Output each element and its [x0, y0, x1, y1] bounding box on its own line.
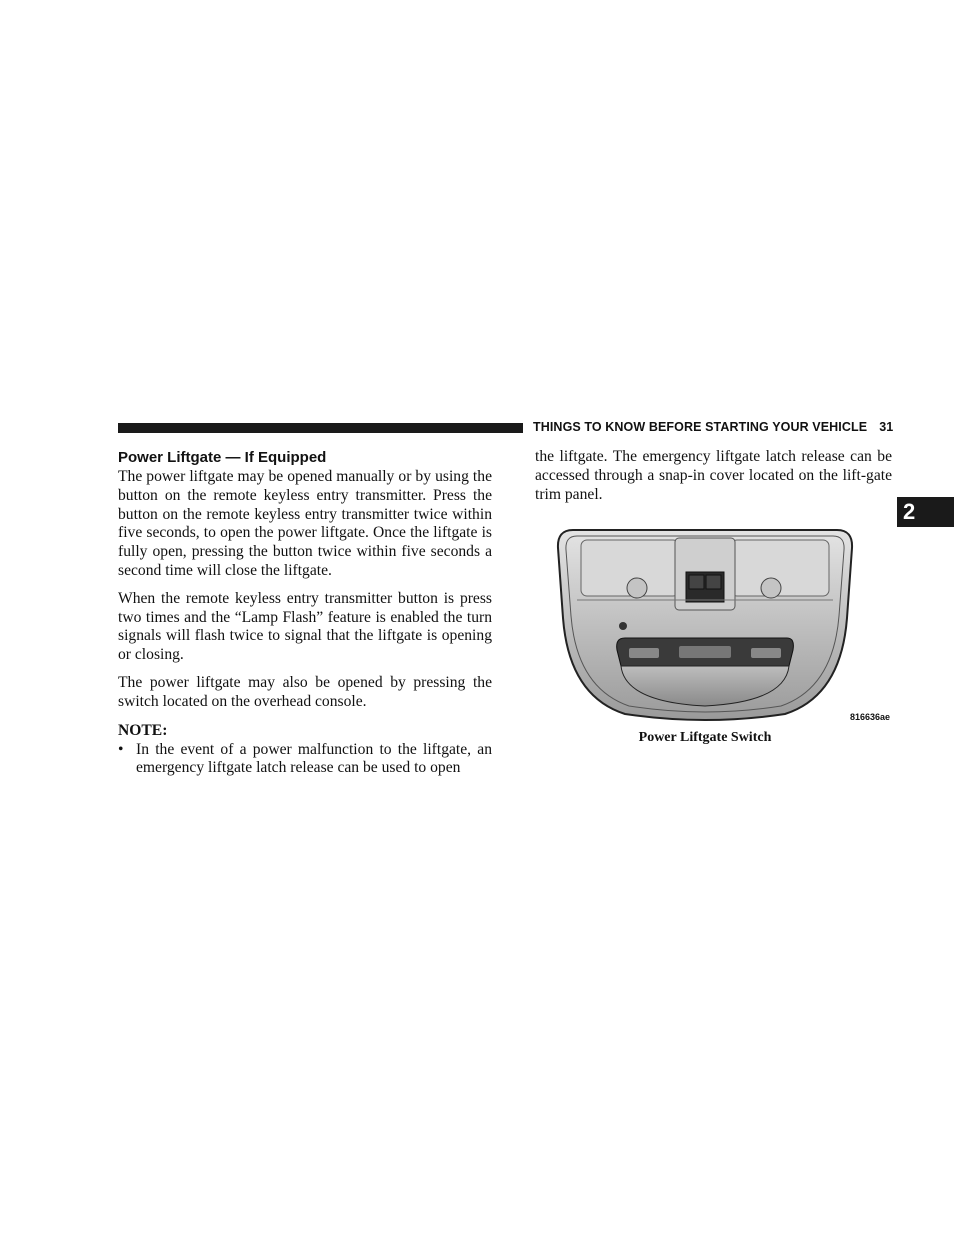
- right-map-lamp-button: [761, 578, 781, 598]
- right-column: [535, 448, 892, 513]
- page-number: 31: [879, 420, 894, 434]
- paragraph-2: When the remote keyless entry transmitter button is press two times and the “Lamp Flash” feature is enabled the turn signals will flash twice to signal that the liftgate is opening or closing.: [118, 589, 492, 664]
- left-column: [118, 448, 492, 778]
- bullet-continuation: the liftgate. The emergency liftgate latch release can be accessed through a snap-in cover located on the lift-gate trim panel.: [535, 448, 892, 503]
- section-title: THINGS TO KNOW BEFORE STARTING YOUR VEHICLE: [533, 420, 868, 434]
- note-label: NOTE:: [118, 721, 168, 739]
- left-map-lamp-button: [627, 578, 647, 598]
- note-list: [118, 741, 492, 779]
- running-header: [533, 420, 893, 434]
- note-item: [118, 741, 492, 779]
- figure-caption: Power Liftgate Switch: [638, 730, 772, 745]
- figure-id: 816636ae: [850, 712, 891, 722]
- console-indicator: [619, 622, 627, 630]
- chapter-tab: 2: [897, 497, 954, 527]
- left-control-button: [629, 648, 659, 658]
- section-heading: Power Liftgate — If Equipped: [118, 449, 327, 466]
- center-control-button: [679, 646, 731, 658]
- bullet-symbol: •: [118, 740, 124, 758]
- liftgate-switch-button-left: [689, 575, 704, 589]
- paragraph-3: The power liftgate may also be opened by pressing the switch located on the overhead console.: [118, 673, 492, 710]
- note-item-text: In the event of a power malfunction to the liftgate, an emergency liftgate latch release can be used to open: [136, 740, 492, 777]
- paragraph-1: The power liftgate may be opened manually or by using the button on the remote keyless entry transmitter. Press the button on the remote keyless entry transmitter twice within five seconds, to open the power liftgate. Once the liftgate is fully open, pressing the button twice within five seconds a second time will close the liftgate.: [118, 468, 492, 579]
- header-rule: [118, 423, 523, 433]
- liftgate-switch-button-right: [706, 575, 721, 589]
- right-control-button: [751, 648, 781, 658]
- overhead-console-illustration: [555, 526, 855, 721]
